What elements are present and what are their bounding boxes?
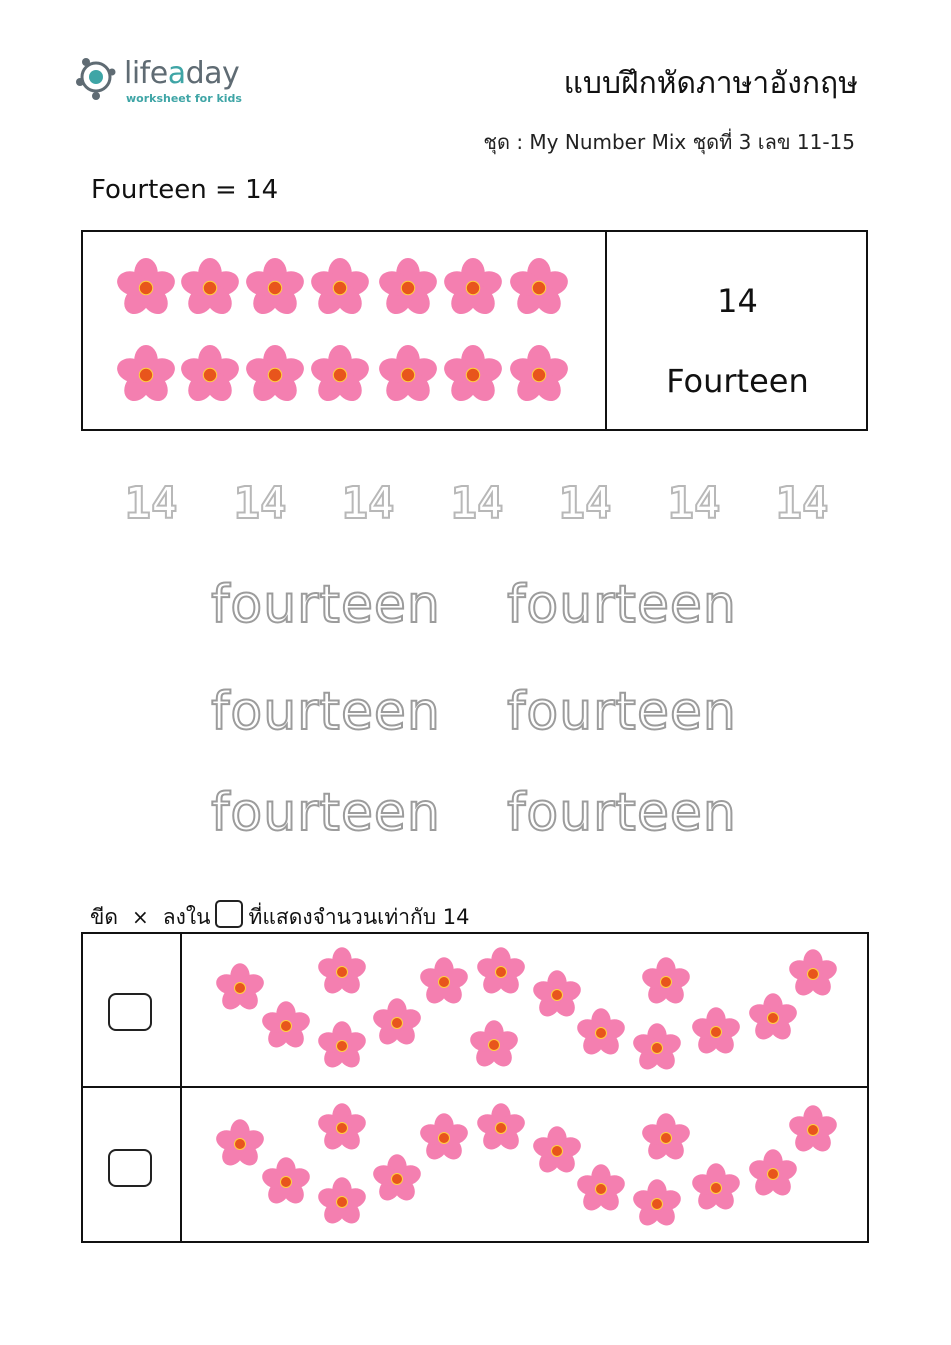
flower-icon [747, 1149, 800, 1199]
trace-number: 14 [558, 478, 612, 529]
flower-icon [308, 258, 372, 319]
trace-word: fourteen [507, 783, 737, 843]
cross-icon: × [132, 905, 149, 929]
flower-icon [418, 1113, 471, 1163]
answer-checkbox-row2[interactable] [108, 1149, 152, 1187]
trace-number: 14 [124, 478, 178, 529]
logo-wordmark: lifeaday [124, 56, 240, 91]
flower-icon [316, 1177, 369, 1227]
flower-icon [531, 1126, 584, 1176]
trace-word: fourteen [507, 575, 737, 635]
flower-icon [690, 1007, 743, 1057]
flower-icon [787, 949, 840, 999]
flower-icon [640, 957, 693, 1007]
flower-icon [316, 947, 369, 997]
instruction-text: ขีด [90, 905, 118, 929]
flower-icon [316, 1103, 369, 1153]
flower-icon [507, 345, 571, 406]
flower-icon [243, 345, 307, 406]
logo-tagline: worksheet for kids [126, 92, 242, 105]
flower-icon [575, 1164, 628, 1214]
flower-icon [787, 1105, 840, 1155]
flower-icon [243, 258, 307, 319]
number-word-label: Fourteen [666, 362, 809, 400]
answer-checkbox-row1[interactable] [108, 993, 152, 1031]
flower-icon [441, 345, 505, 406]
trace-word: fourteen [211, 682, 441, 742]
box-divider [605, 230, 607, 431]
table-divider [81, 1086, 869, 1088]
trace-word: fourteen [211, 783, 441, 843]
flower-icon [418, 957, 471, 1007]
flower-icon [631, 1023, 684, 1073]
flower-icon [690, 1163, 743, 1213]
flower-group-row1 [190, 940, 860, 1080]
exercise-instruction [90, 900, 469, 934]
flower-icon [114, 258, 178, 319]
flower-icon [631, 1179, 684, 1229]
instruction-text: ลงใน [162, 905, 211, 929]
trace-number: 14 [450, 478, 504, 529]
flower-icon [507, 258, 571, 319]
flower-icon [575, 1008, 628, 1058]
worksheet-subtitle: ชุด : My Number Mix ชุดที่ 3 เลข 11-15 [483, 130, 855, 154]
flower-icon [376, 345, 440, 406]
checkbox-icon [215, 900, 243, 928]
flower-icon [260, 1001, 313, 1051]
flower-grid [112, 255, 582, 415]
flower-icon [260, 1157, 313, 1207]
trace-word: fourteen [211, 575, 441, 635]
flower-icon [308, 345, 372, 406]
flower-group-row2 [190, 1096, 860, 1236]
instruction-text: ที่แสดงจำนวนเท่ากับ 14 [248, 905, 470, 929]
number-label: 14 [717, 282, 758, 320]
flower-icon [316, 1021, 369, 1071]
flower-icon [747, 993, 800, 1043]
flower-icon [475, 947, 528, 997]
flower-icon [441, 258, 505, 319]
flower-icon [178, 258, 242, 319]
trace-number: 14 [341, 478, 395, 529]
trace-word: fourteen [507, 682, 737, 742]
flower-icon [214, 1119, 267, 1169]
flower-icon [531, 970, 584, 1020]
flower-icon [640, 1113, 693, 1163]
flower-icon [475, 1103, 528, 1153]
number-heading: Fourteen = 14 [91, 175, 279, 205]
flower-icon [376, 258, 440, 319]
flower-icon [178, 345, 242, 406]
trace-number: 14 [775, 478, 829, 529]
flower-icon [371, 998, 424, 1048]
flower-icon [214, 963, 267, 1013]
flower-icon [371, 1154, 424, 1204]
trace-number: 14 [233, 478, 287, 529]
page-title: แบบฝึกหัดภาษาอังกฤษ [563, 66, 858, 101]
trace-number: 14 [667, 478, 721, 529]
flower-icon [114, 345, 178, 406]
flower-icon [468, 1020, 521, 1070]
